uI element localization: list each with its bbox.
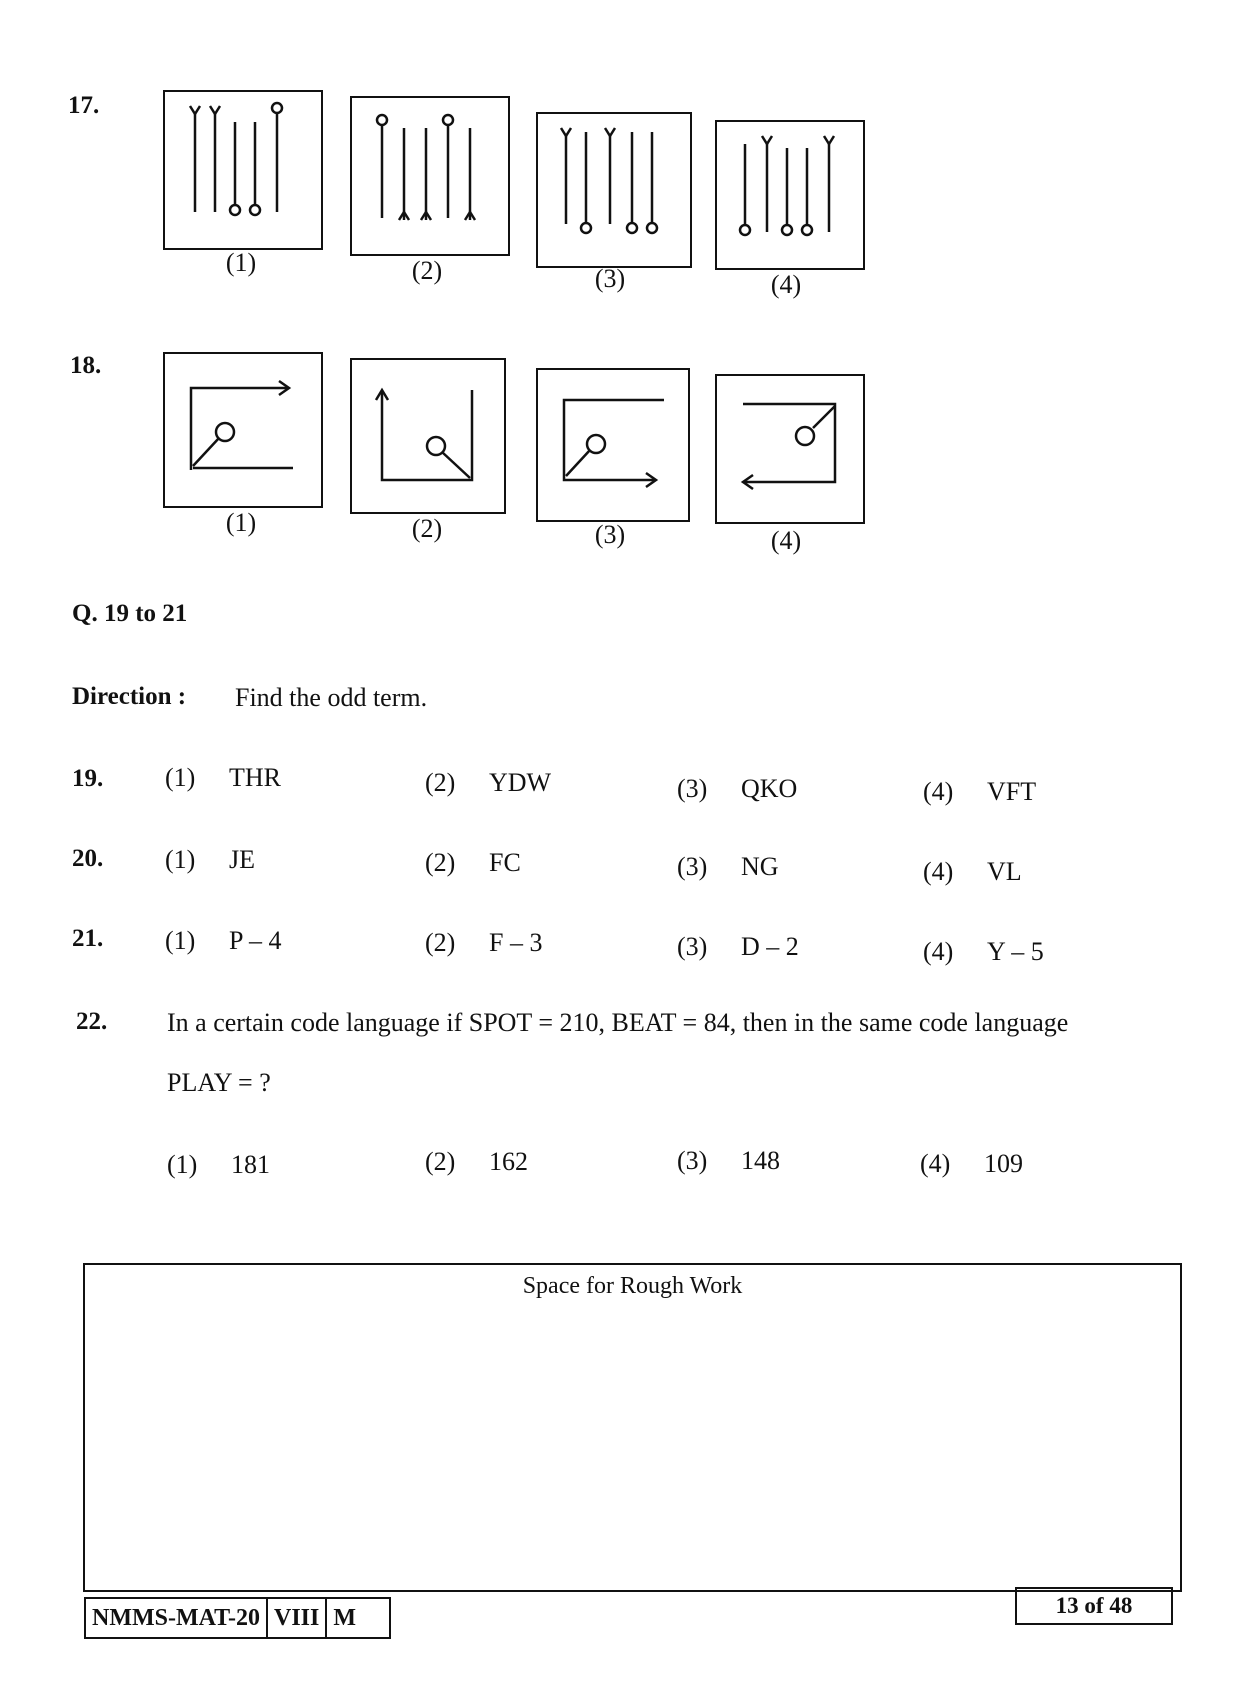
question-number-20: 20. bbox=[72, 845, 104, 872]
q18-figure-2[interactable] bbox=[350, 358, 506, 514]
q22-option-4[interactable]: (4) 109 bbox=[920, 1149, 1023, 1178]
q21-option-1[interactable]: (1) P – 4 bbox=[165, 926, 282, 955]
q18-figure-4[interactable] bbox=[715, 374, 865, 524]
q22-question-line-1: In a certain code language if SPOT = 210, BEAT = 84, then in the same code language bbox=[167, 1008, 1069, 1037]
q18-figure-1[interactable] bbox=[163, 352, 323, 508]
q22-option-2[interactable]: (2) 162 bbox=[425, 1147, 528, 1176]
q18-caption-3: (3) bbox=[594, 520, 626, 549]
q17-caption-2: (2) bbox=[411, 256, 443, 285]
q18-caption-1: (1) bbox=[225, 508, 257, 537]
q20-option-1[interactable]: (1) JE bbox=[165, 845, 255, 874]
rough-work-title: Space for Rough Work bbox=[522, 1273, 743, 1299]
q19-option-2[interactable]: (2) YDW bbox=[425, 768, 552, 797]
q19-option-4[interactable]: (4) VFT bbox=[923, 777, 1037, 806]
q20-option-4[interactable]: (4) VL bbox=[923, 857, 1022, 886]
q20-option-3[interactable]: (3) NG bbox=[677, 852, 779, 881]
q21-option-3[interactable]: (3) D – 2 bbox=[677, 932, 799, 961]
q17-figure-4[interactable] bbox=[715, 120, 865, 270]
q17-caption-3: (3) bbox=[594, 264, 626, 293]
q20-option-2[interactable]: (2) FC bbox=[425, 848, 521, 877]
page-number: 13 of 48 bbox=[1015, 1587, 1173, 1625]
section-range: Q. 19 to 21 bbox=[72, 600, 188, 627]
q21-option-2[interactable]: (2) F – 3 bbox=[425, 928, 543, 957]
class-label: VIII bbox=[268, 1599, 327, 1637]
q18-caption-2: (2) bbox=[411, 514, 443, 543]
arrow-path-figure bbox=[165, 354, 321, 506]
q18-caption-4: (4) bbox=[770, 526, 802, 555]
line-pattern-figure bbox=[165, 92, 321, 248]
q19-option-3[interactable]: (3) QKO bbox=[677, 774, 798, 803]
direction-label: Direction : bbox=[72, 683, 187, 710]
q21-option-4[interactable]: (4) Y – 5 bbox=[923, 937, 1044, 966]
question-number-21: 21. bbox=[72, 925, 104, 952]
q22-option-3[interactable]: (3) 148 bbox=[677, 1146, 780, 1175]
q17-figure-1[interactable] bbox=[163, 90, 323, 250]
question-number-19: 19. bbox=[72, 765, 104, 792]
question-number-17: 17. bbox=[68, 92, 100, 119]
line-pattern-figure bbox=[352, 98, 508, 254]
q22-option-1[interactable]: (1) 181 bbox=[167, 1150, 270, 1179]
line-pattern-figure bbox=[717, 122, 863, 268]
q17-caption-4: (4) bbox=[770, 270, 802, 299]
q17-caption-1: (1) bbox=[225, 248, 257, 277]
q19-option-1[interactable]: (1) THR bbox=[165, 763, 281, 792]
arrow-path-figure bbox=[717, 376, 863, 522]
rough-work-area bbox=[83, 1263, 1182, 1592]
q17-figure-2[interactable] bbox=[350, 96, 510, 256]
q18-figure-3[interactable] bbox=[536, 368, 690, 522]
paper-code-box bbox=[84, 1597, 391, 1639]
arrow-path-figure bbox=[538, 370, 688, 520]
q17-figure-3[interactable] bbox=[536, 112, 692, 268]
q22-question-line-2: PLAY = ? bbox=[167, 1068, 271, 1097]
arrow-path-figure bbox=[352, 360, 504, 512]
line-pattern-figure bbox=[538, 114, 690, 266]
direction-text: Find the odd term. bbox=[235, 683, 428, 712]
question-number-18: 18. bbox=[70, 352, 102, 379]
paper-code: NMMS-MAT-20 bbox=[86, 1599, 268, 1637]
question-number-22: 22. bbox=[76, 1008, 108, 1035]
series-label: M bbox=[333, 1604, 356, 1631]
